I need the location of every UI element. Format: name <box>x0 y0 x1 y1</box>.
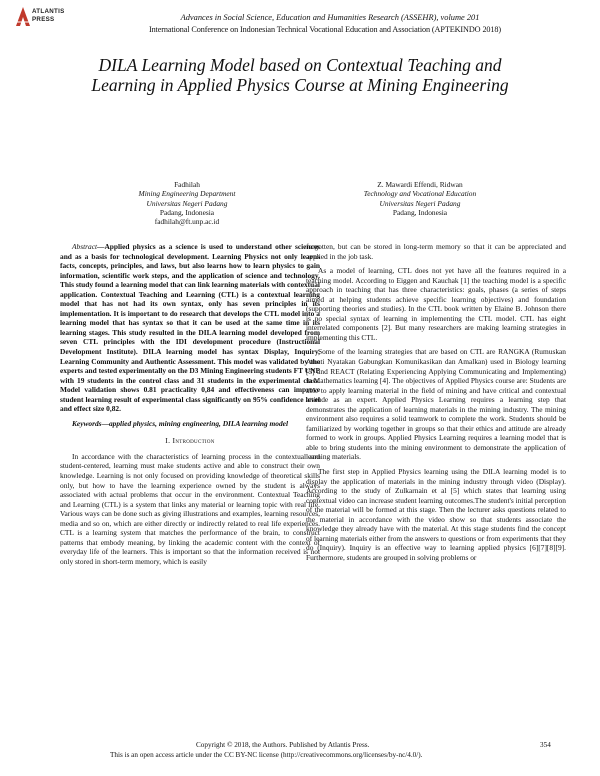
author-name: Z. Mawardi Effendi, Ridwan <box>377 180 463 189</box>
paper-title: DILA Learning Model based on Contextual Teaching and Learning in Applied Physics Course at Mining Engineering <box>91 55 509 95</box>
left-column <box>60 242 320 572</box>
paragraph: Some of the learning strategies that are based on CTL are RANGKA (Rumuskan Amati Nyatakan Gabungkan Komunikasikan dan Amalkan) used in Biology learning [3] and REACT (Relating Experiencing Applying Communicating and Implementing) in Mathematics learning [4]. The objectives of Applied Physics course are: Students are able to apply learning material in the field of mining and have critical and contextual attitude as an expert. Applied Physics Learning requires a learning step that demonstrates the application of learning materials in the mining industry. The mining environment also requires a solid teamwork to complete the work. Students should be familiarized by working together in groups so that their ethics and attitude are already formed to work in groups. Applied Physics Learning requires a learning model that is able to bring students into the mining environment to demonstrate the application of learning materials. <box>306 347 566 462</box>
author-affiliation: Technology and Vocational Education <box>363 189 477 199</box>
abstract-label: Abstract <box>72 242 98 251</box>
keywords-label: Keywords <box>72 418 102 428</box>
abstract <box>60 242 320 414</box>
license-notice: This is an open access article under the CC BY-NC license (http://creativecommons.org/licenses/by-nc/4.0/). <box>110 751 423 759</box>
author-affiliation: Mining Engineering Department <box>138 189 236 199</box>
logo-text <box>32 8 65 24</box>
author-institution: Universitas Negeri Padang <box>379 198 461 208</box>
paragraph: forgotten, but can be stored in long-term memory so that it can be appreciated and applied in the job task. <box>306 242 566 261</box>
keywords-text: —applied physics, mining engineering, DILA learning model <box>101 418 289 428</box>
atlantis-logo-icon <box>14 6 32 28</box>
author-location: Padang, Indonesia <box>392 207 448 217</box>
logo-line-1: ATLANTIS <box>32 8 65 15</box>
conference-name: International Conference on Indonesian Technical Vocational Education and Association (APTEKINDO 2018) <box>148 25 502 34</box>
section-heading <box>60 436 320 446</box>
section-title: Introduction <box>172 436 215 446</box>
author-email: fadhilah@ft.unp.ac.id <box>154 217 220 227</box>
author-institution: Universitas Negeri Padang <box>146 198 228 208</box>
paragraph: As a model of learning, CTL does not yet have all the features required in a teaching model. According to Eiggen and Kauchak [1] the teaching model is a specific approach in teaching that has three characteristics: goals, phases (a series of steps aimed at helping students achieve specific learning objectives) and foundation (supporting theories and studies). In the CTL book written by Elaine B. Johnson there is no special syntax of learning in implementing the CTL model. CTL has eight interrelated components [2]. But many researchers are making learning strategies in implementing this CTL. <box>306 266 566 342</box>
journal-name: Advances in Social Science, Education and Humanities Research (ASSEHR), volume 201 <box>180 13 480 22</box>
author-block-1 <box>72 180 302 226</box>
author-location: Padang, Indonesia <box>159 207 215 217</box>
abstract-text: —Applied physics as a science is used to understand other sciences and as a basis for technological development. Learning Physics not only learns facts, concepts, principles, and laws, but also learns how to learn physics to gain information, scientific work steps, and the application of science and technology. This study found a learning model that can link learning materials with contextual application. Contextual Teaching and Learning (CTL) is a contextual learning model that has not had its own syntax, only has seven principles in its implementation. It is important to do research that develops the CTL model into a learning model that has syntax so that it can be used at the same time in its learning stages. This study resulted in the DILA learning model developed from seven CTL principles with the IDI development procedure (Instructional Development Institute). DILA learning model has syntax Display, Inquiry, Learning Community and Authentic Assessment. This model was validated by the experts and tested experimentally on the D3 Mining Engineering students FT UNP with 19 students in the control class and 31 students in the experimental class. Model validation shows 0.81 practicality 0,84 and effectiveness can improve student learning result of experimental class significantly on 95% confidence level and effect size 0,82. <box>60 242 320 414</box>
author-block-2 <box>305 180 535 217</box>
atlantis-press-logo <box>14 6 74 34</box>
keywords <box>60 419 320 429</box>
paragraph: In accordance with the characteristics of learning process in the contextual and student-centered, learning must make students active and able to construct their own knowledge. Learning is not only focused on providing knowledge of theoretical skills only, but how to have the learning experience owned by the student is always associated with actual problems that occur in the environment. Contextual Teaching and Learning (CTL) is a system that links any material or learning topic with real life. Various ways can be done such as giving illustrations and examples, learning resources, media and so on, which are either directly or indirectly related to real life experiences. CTL is a learning system that matches the performance of the brain, to construct patterns that embody meaning, by linking the academic content with the context of everyday life of the learners. This is important so that the information received is not only stored in short-term memory, which is easily <box>60 451 320 566</box>
author-name: Fadhilah <box>174 180 200 189</box>
page-number: 354 <box>540 741 551 749</box>
paragraph: The first step in Applied Physics learning using the DILA learning model is to display the application of materials in the mining industry through video (Display). According to the study of Zulkarnain et al [5] which states that learning using contextual video can increase student learning outcomes.The student's initial perception of the material will be formed at this stage. Then the lecturer asks questions related to the material in accordance with the video show so that students associate the knowledge they already have with the material. At this stage students find the concept of learning materials either from the answers to questions or from experiments that they do (Inquiry). Inquiry is an effective way to learning applied physics [6][7][8][9]. Furthermore, students are grouped in solving problems or <box>306 467 566 562</box>
right-column <box>306 242 566 568</box>
logo-line-2: PRESS <box>32 16 55 23</box>
copyright-notice: Copyright © 2018, the Authors. Published by Atlantis Press. <box>196 741 370 749</box>
section-number: I. <box>165 436 171 446</box>
